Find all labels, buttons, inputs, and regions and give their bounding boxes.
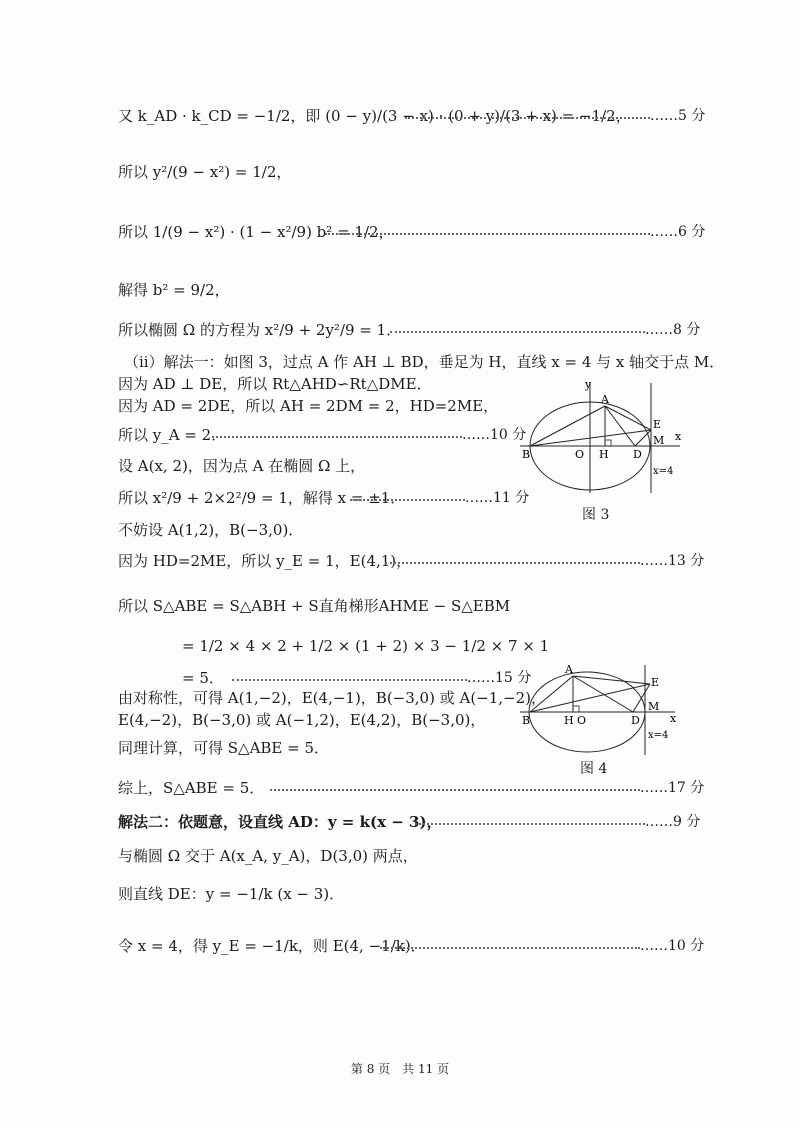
score-label: ……9 分 — [645, 814, 701, 830]
right-angle-mark — [605, 440, 611, 446]
figure-3 — [515, 378, 685, 498]
math-line: 解法二：依题意，设直线 AD：y = k(x − 3)， — [118, 813, 442, 831]
math-line: 所以 x²/9 + 2×2²/9 = 1，解得 x = ±1． — [118, 489, 406, 507]
math-line: 因为 AD ⊥ DE，所以 Rt△AHD∽Rt△DME． — [118, 375, 432, 393]
score-label: ……11 分 — [465, 490, 530, 506]
math-line: 则直线 DE：y = −1/k (x − 3)． — [118, 885, 345, 903]
score-label: ……8 分 — [645, 322, 701, 338]
dot-leader — [350, 499, 465, 501]
label-B: B — [522, 448, 531, 461]
math-line: 与椭圆 Ω 交于 A(x_A, y_A)，D(3,0) 两点， — [118, 847, 418, 865]
math-line: 解得 b² = 9/2， — [118, 281, 230, 299]
label-O: O — [577, 714, 587, 727]
label-A: A — [565, 663, 573, 676]
label-E: E — [651, 676, 660, 689]
math-line: 不妨设 A(1,2)，B(−3,0)． — [118, 521, 304, 539]
dot-leader — [405, 117, 650, 119]
segment-BE — [530, 684, 650, 712]
label-x: x — [670, 712, 677, 725]
label-O: O — [575, 448, 585, 461]
label-x: x — [675, 430, 682, 443]
math-line: 所以 S△ABE = S△ABH + S直角梯形AHME − S△EBM — [118, 597, 511, 615]
score-label: ……17 分 — [640, 780, 705, 796]
math-line: 所以 1/(9 − x²) · (1 − x²/9) b² = 1/2， — [118, 223, 394, 241]
score-label: ……13 分 — [640, 553, 705, 569]
label-H: H — [564, 714, 574, 727]
score-label: ……5 分 — [650, 108, 706, 124]
score-label: ……6 分 — [650, 224, 706, 240]
label-H: H — [599, 448, 609, 461]
math-line: 设 A(x, 2)，因为点 A 在椭圆 Ω 上， — [118, 457, 366, 475]
segment-BA — [530, 406, 605, 446]
dot-leader — [385, 562, 640, 564]
math-line: = 5． — [182, 669, 224, 687]
math-line: 所以椭圆 Ω 的方程为 x²/9 + 2y²/9 = 1． — [118, 321, 402, 339]
dot-leader — [390, 331, 645, 333]
label-E: E — [653, 418, 662, 431]
math-line: 综上，S△ABE = 5． — [118, 779, 265, 797]
math-line: 所以 y²/(9 − x²) = 1/2， — [118, 163, 292, 181]
math-line: （ii）解法一：如图 3，过点 A 作 AH ⊥ BD，垂足为 H，直线 x = 4 与 x 轴交于点 M． — [124, 353, 725, 371]
math-line: 由对称性，可得 A(1,−2)，E(4,−1)，B(−3,0) 或 A(−1,−2)， — [118, 689, 547, 707]
segment-AE — [605, 406, 651, 430]
math-line: = 1/2 × 4 × 2 + 1/2 × (1 + 2) × 3 − 1/2 × 7 × 1 — [182, 637, 550, 655]
figure-4 — [515, 660, 685, 760]
dot-leader — [325, 233, 650, 235]
dot-leader — [270, 789, 640, 791]
label-D: D — [631, 714, 640, 727]
figure-3-caption: 图 3 — [582, 507, 610, 523]
math-line: 所以 y_A = 2． — [118, 426, 227, 444]
label-B: B — [522, 714, 531, 727]
math-line: 因为 HD=2ME，所以 y_E = 1，E(4,1)， — [118, 552, 412, 570]
label-y: y — [585, 378, 592, 391]
score-label: ……15 分 — [467, 670, 532, 686]
math-line: 因为 AD = 2DE，所以 AH = 2DM = 2，HD=2ME， — [118, 397, 499, 415]
math-line: 同理计算，可得 S△ABE = 5． — [118, 739, 330, 757]
math-line: E(4,−2)，B(−3,0) 或 A(−1,2)，E(4,2)，B(−3,0)， — [118, 711, 486, 729]
dot-leader — [380, 947, 640, 949]
score-label: ……10 分 — [462, 427, 527, 443]
label-A: A — [601, 393, 609, 406]
dot-leader — [212, 436, 462, 438]
label-M: M — [648, 700, 660, 713]
score-label: ……10 分 — [640, 938, 705, 954]
math-line: 令 x = 4，得 y_E = −1/k，则 E(4, −1/k)． — [118, 937, 426, 955]
right-angle-mark — [573, 706, 579, 712]
label-x-eq-4: x=4 — [653, 466, 674, 477]
dot-leader — [232, 679, 467, 681]
page-footer: 第 8 页 共 11 页 — [350, 1062, 450, 1076]
dot-leader — [415, 823, 645, 825]
figure-4-caption: 图 4 — [580, 761, 608, 777]
math-line: 又 k_AD · k_CD = −1/2，即 (0 − y)/(3 − x) · (0 + y)/(3 + x) = −1/2， — [118, 107, 631, 125]
label-M: M — [653, 434, 665, 447]
label-D: D — [633, 448, 642, 461]
label-x-eq-4: x=4 — [648, 730, 669, 741]
